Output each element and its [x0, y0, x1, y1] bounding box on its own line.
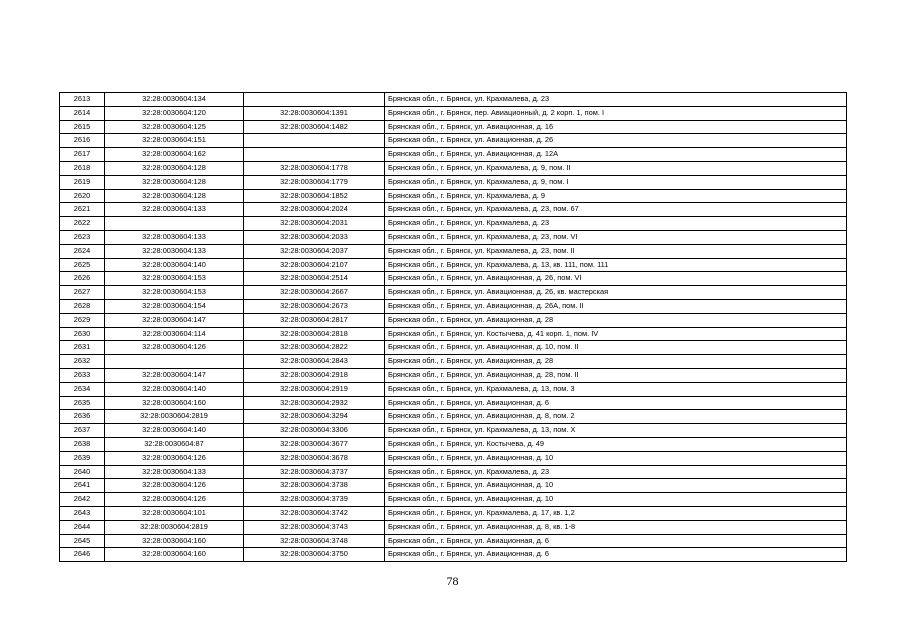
- address-cell: Брянская обл., г. Брянск, ул. Авиационная, д. 10: [385, 493, 847, 507]
- cadastral-number-cell: 32:28:0030604:125: [105, 120, 244, 134]
- row-number-cell: 2629: [60, 313, 105, 327]
- address-cell: Брянская обл., г. Брянск, ул. Авиационная, д. 6: [385, 548, 847, 562]
- row-number-cell: 2628: [60, 299, 105, 313]
- cadastral-number-cell: 32:28:0030604:140: [105, 258, 244, 272]
- page-number: 78: [446, 574, 459, 588]
- row-number-cell: 2618: [60, 161, 105, 175]
- object-cadastral-number-cell: 32:28:0030604:2037: [244, 244, 385, 258]
- address-cell: Брянская обл., г. Брянск, пер. Авиационный, д. 2 корп. 1, пом. I: [385, 106, 847, 120]
- object-cadastral-number-cell: 32:28:0030604:2033: [244, 230, 385, 244]
- table-row: [60, 341, 847, 355]
- address-cell: Брянская обл., г. Брянск, ул. Крахмалева, д. 23, пом. 67: [385, 203, 847, 217]
- table-row: [60, 217, 847, 231]
- cadastral-number-cell: 32:28:0030604:133: [105, 465, 244, 479]
- row-number-cell: 2626: [60, 272, 105, 286]
- cadastral-number-cell: 32:28:0030604:151: [105, 134, 244, 148]
- object-cadastral-number-cell: 32:28:0030604:1391: [244, 106, 385, 120]
- table-row: [60, 161, 847, 175]
- row-number-cell: 2645: [60, 534, 105, 548]
- table-row: [60, 189, 847, 203]
- object-cadastral-number-cell: [244, 134, 385, 148]
- cadastral-number-cell: 32:28:0030604:126: [105, 479, 244, 493]
- row-number-cell: 2613: [60, 93, 105, 107]
- row-number-cell: 2643: [60, 506, 105, 520]
- row-number-cell: 2638: [60, 437, 105, 451]
- row-number-cell: 2621: [60, 203, 105, 217]
- table-row: [60, 437, 847, 451]
- cadastral-number-cell: [105, 355, 244, 369]
- address-cell: Брянская обл., г. Брянск, ул. Авиационная, д. 10: [385, 479, 847, 493]
- address-cell: Брянская обл., г. Брянск, ул. Авиационная, д. 8, кв. 1-8: [385, 520, 847, 534]
- object-cadastral-number-cell: 32:28:0030604:2514: [244, 272, 385, 286]
- row-number-cell: 2634: [60, 382, 105, 396]
- cadastral-number-cell: 32:28:0030604:2819: [105, 520, 244, 534]
- address-cell: Брянская обл., г. Брянск, ул. Костычева, д. 49: [385, 437, 847, 451]
- cadastral-number-cell: 32:28:0030604:160: [105, 548, 244, 562]
- address-cell: Брянская обл., г. Брянск, ул. Авиационная, д. 16: [385, 120, 847, 134]
- row-number-cell: 2616: [60, 134, 105, 148]
- cadastral-number-cell: 32:28:0030604:114: [105, 327, 244, 341]
- object-cadastral-number-cell: 32:28:0030604:2031: [244, 217, 385, 231]
- row-number-cell: 2642: [60, 493, 105, 507]
- row-number-cell: 2617: [60, 148, 105, 162]
- object-cadastral-number-cell: 32:28:0030604:3677: [244, 437, 385, 451]
- table-row: [60, 520, 847, 534]
- cadastral-number-cell: 32:28:0030604:133: [105, 203, 244, 217]
- table-row: [60, 355, 847, 369]
- table-row: [60, 327, 847, 341]
- object-cadastral-number-cell: 32:28:0030604:2667: [244, 286, 385, 300]
- cadastral-number-cell: [105, 217, 244, 231]
- cadastral-number-cell: 32:28:0030604:2819: [105, 410, 244, 424]
- row-number-cell: 2644: [60, 520, 105, 534]
- cadastral-number-cell: 32:28:0030604:126: [105, 341, 244, 355]
- row-number-cell: 2624: [60, 244, 105, 258]
- cadastral-number-cell: 32:28:0030604:147: [105, 368, 244, 382]
- address-cell: Брянская обл., г. Брянск, ул. Крахмалева, д. 23: [385, 465, 847, 479]
- cadastral-number-cell: 32:28:0030604:153: [105, 272, 244, 286]
- object-cadastral-number-cell: 32:28:0030604:2843: [244, 355, 385, 369]
- row-number-cell: 2632: [60, 355, 105, 369]
- object-cadastral-number-cell: 32:28:0030604:2107: [244, 258, 385, 272]
- cadastral-number-cell: 32:28:0030604:160: [105, 534, 244, 548]
- address-cell: Брянская обл., г. Брянск, ул. Авиационная, д. 6: [385, 396, 847, 410]
- cadastral-number-cell: 32:28:0030604:126: [105, 493, 244, 507]
- row-number-cell: 2641: [60, 479, 105, 493]
- object-cadastral-number-cell: 32:28:0030604:3739: [244, 493, 385, 507]
- table-row: [60, 120, 847, 134]
- object-cadastral-number-cell: 32:28:0030604:2818: [244, 327, 385, 341]
- address-cell: Брянская обл., г. Брянск, ул. Крахмалева, д. 23: [385, 217, 847, 231]
- row-number-cell: 2639: [60, 451, 105, 465]
- cadastral-number-cell: 32:28:0030604:128: [105, 161, 244, 175]
- table-row: [60, 424, 847, 438]
- object-cadastral-number-cell: 32:28:0030604:1778: [244, 161, 385, 175]
- cadastral-number-cell: 32:28:0030604:128: [105, 189, 244, 203]
- table-row: [60, 396, 847, 410]
- row-number-cell: 2635: [60, 396, 105, 410]
- address-cell: Брянская обл., г. Брянск, ул. Авиационная, д. 10: [385, 451, 847, 465]
- row-number-cell: 2625: [60, 258, 105, 272]
- address-cell: Брянская обл., г. Брянск, ул. Крахмалева, д. 23, пом. VI: [385, 230, 847, 244]
- table-row: [60, 148, 847, 162]
- address-cell: Брянская обл., г. Брянск, ул. Крахмалева, д. 9: [385, 189, 847, 203]
- row-number-cell: 2637: [60, 424, 105, 438]
- table-row: [60, 493, 847, 507]
- object-cadastral-number-cell: 32:28:0030604:2822: [244, 341, 385, 355]
- row-number-cell: 2630: [60, 327, 105, 341]
- row-number-cell: 2627: [60, 286, 105, 300]
- row-number-cell: 2631: [60, 341, 105, 355]
- cadastral-number-cell: 32:28:0030604:126: [105, 451, 244, 465]
- table-row: [60, 203, 847, 217]
- address-cell: Брянская обл., г. Брянск, ул. Костычева, д. 41 корп. 1, пом. IV: [385, 327, 847, 341]
- cadastral-number-cell: 32:28:0030604:133: [105, 244, 244, 258]
- table-row: [60, 534, 847, 548]
- object-cadastral-number-cell: 32:28:0030604:1482: [244, 120, 385, 134]
- object-cadastral-number-cell: 32:28:0030604:2932: [244, 396, 385, 410]
- address-cell: Брянская обл., г. Брянск, ул. Авиационная, д. 28: [385, 313, 847, 327]
- row-number-cell: 2619: [60, 175, 105, 189]
- table-body: [60, 93, 847, 562]
- object-cadastral-number-cell: 32:28:0030604:2673: [244, 299, 385, 313]
- row-number-cell: 2614: [60, 106, 105, 120]
- cadastral-number-cell: 32:28:0030604:101: [105, 506, 244, 520]
- cadastral-number-cell: 32:28:0030604:140: [105, 382, 244, 396]
- object-cadastral-number-cell: 32:28:0030604:2817: [244, 313, 385, 327]
- cadastral-number-cell: 32:28:0030604:162: [105, 148, 244, 162]
- object-cadastral-number-cell: 32:28:0030604:2918: [244, 368, 385, 382]
- table-row: [60, 244, 847, 258]
- object-cadastral-number-cell: 32:28:0030604:3742: [244, 506, 385, 520]
- cadastral-number-cell: 32:28:0030604:153: [105, 286, 244, 300]
- address-cell: Брянская обл., г. Брянск, ул. Авиационная, д. 12А: [385, 148, 847, 162]
- address-cell: Брянская обл., г. Брянск, ул. Крахмалева, д. 17, кв. 1,2: [385, 506, 847, 520]
- cadastral-number-cell: 32:28:0030604:120: [105, 106, 244, 120]
- object-cadastral-number-cell: 32:28:0030604:2024: [244, 203, 385, 217]
- address-cell: Брянская обл., г. Брянск, ул. Крахмалева, д. 9, пом. I: [385, 175, 847, 189]
- address-cell: Брянская обл., г. Брянск, ул. Крахмалева, д. 23, пом. II: [385, 244, 847, 258]
- row-number-cell: 2646: [60, 548, 105, 562]
- cadastral-number-cell: 32:28:0030604:140: [105, 424, 244, 438]
- address-cell: Брянская обл., г. Брянск, ул. Авиационная, д. 26, кв. мастерская: [385, 286, 847, 300]
- cadastral-number-cell: 32:28:0030604:154: [105, 299, 244, 313]
- table-row: [60, 451, 847, 465]
- cadastral-number-cell: 32:28:0030604:133: [105, 230, 244, 244]
- table-row: [60, 313, 847, 327]
- row-number-cell: 2640: [60, 465, 105, 479]
- object-cadastral-number-cell: 32:28:0030604:3678: [244, 451, 385, 465]
- object-cadastral-number-cell: 32:28:0030604:3743: [244, 520, 385, 534]
- table-row: [60, 479, 847, 493]
- table-row: [60, 272, 847, 286]
- address-cell: Брянская обл., г. Брянск, ул. Крахмалева, д. 9, пом. II: [385, 161, 847, 175]
- object-cadastral-number-cell: 32:28:0030604:1779: [244, 175, 385, 189]
- object-cadastral-number-cell: 32:28:0030604:2919: [244, 382, 385, 396]
- registry-table: [59, 92, 847, 562]
- object-cadastral-number-cell: 32:28:0030604:3738: [244, 479, 385, 493]
- row-number-cell: 2636: [60, 410, 105, 424]
- table-row: [60, 548, 847, 562]
- address-cell: Брянская обл., г. Брянск, ул. Авиационная, д. 6: [385, 534, 847, 548]
- address-cell: Брянская обл., г. Брянск, ул. Авиационная, д. 26, пом. VI: [385, 272, 847, 286]
- row-number-cell: 2633: [60, 368, 105, 382]
- cadastral-number-cell: 32:28:0030604:134: [105, 93, 244, 107]
- cadastral-number-cell: 32:28:0030604:87: [105, 437, 244, 451]
- address-cell: Брянская обл., г. Брянск, ул. Крахмалева, д. 13, кв. 111, пом. 111: [385, 258, 847, 272]
- address-cell: Брянская обл., г. Брянск, ул. Авиационная, д. 8, пом. 2: [385, 410, 847, 424]
- object-cadastral-number-cell: 32:28:0030604:3750: [244, 548, 385, 562]
- table-row: [60, 382, 847, 396]
- object-cadastral-number-cell: 32:28:0030604:3748: [244, 534, 385, 548]
- table-row: [60, 134, 847, 148]
- object-cadastral-number-cell: [244, 93, 385, 107]
- table-row: [60, 230, 847, 244]
- table-row: [60, 286, 847, 300]
- table-row: [60, 93, 847, 107]
- address-cell: Брянская обл., г. Брянск, ул. Крахмалева, д. 23: [385, 93, 847, 107]
- table-row: [60, 258, 847, 272]
- address-cell: Брянская обл., г. Брянск, ул. Авиационная, д. 26: [385, 134, 847, 148]
- address-cell: Брянская обл., г. Брянск, ул. Авиационная, д. 28: [385, 355, 847, 369]
- table-row: [60, 106, 847, 120]
- cadastral-number-cell: 32:28:0030604:128: [105, 175, 244, 189]
- object-cadastral-number-cell: 32:28:0030604:3294: [244, 410, 385, 424]
- table-row: [60, 299, 847, 313]
- address-cell: Брянская обл., г. Брянск, ул. Авиационная, д. 10, пом. II: [385, 341, 847, 355]
- row-number-cell: 2615: [60, 120, 105, 134]
- address-cell: Брянская обл., г. Брянск, ул. Крахмалева, д. 13, пом. 3: [385, 382, 847, 396]
- object-cadastral-number-cell: 32:28:0030604:3737: [244, 465, 385, 479]
- cadastral-number-cell: 32:28:0030604:160: [105, 396, 244, 410]
- address-cell: Брянская обл., г. Брянск, ул. Авиационная, д. 26А, пом. II: [385, 299, 847, 313]
- address-cell: Брянская обл., г. Брянск, ул. Крахмалева, д. 13, пом. X: [385, 424, 847, 438]
- table-row: [60, 410, 847, 424]
- object-cadastral-number-cell: [244, 148, 385, 162]
- table-row: [60, 368, 847, 382]
- object-cadastral-number-cell: 32:28:0030604:1852: [244, 189, 385, 203]
- cadastral-number-cell: 32:28:0030604:147: [105, 313, 244, 327]
- address-cell: Брянская обл., г. Брянск, ул. Авиационная, д. 28, пом. II: [385, 368, 847, 382]
- table-row: [60, 506, 847, 520]
- object-cadastral-number-cell: 32:28:0030604:3306: [244, 424, 385, 438]
- table-row: [60, 465, 847, 479]
- row-number-cell: 2623: [60, 230, 105, 244]
- table-row: [60, 175, 847, 189]
- row-number-cell: 2620: [60, 189, 105, 203]
- row-number-cell: 2622: [60, 217, 105, 231]
